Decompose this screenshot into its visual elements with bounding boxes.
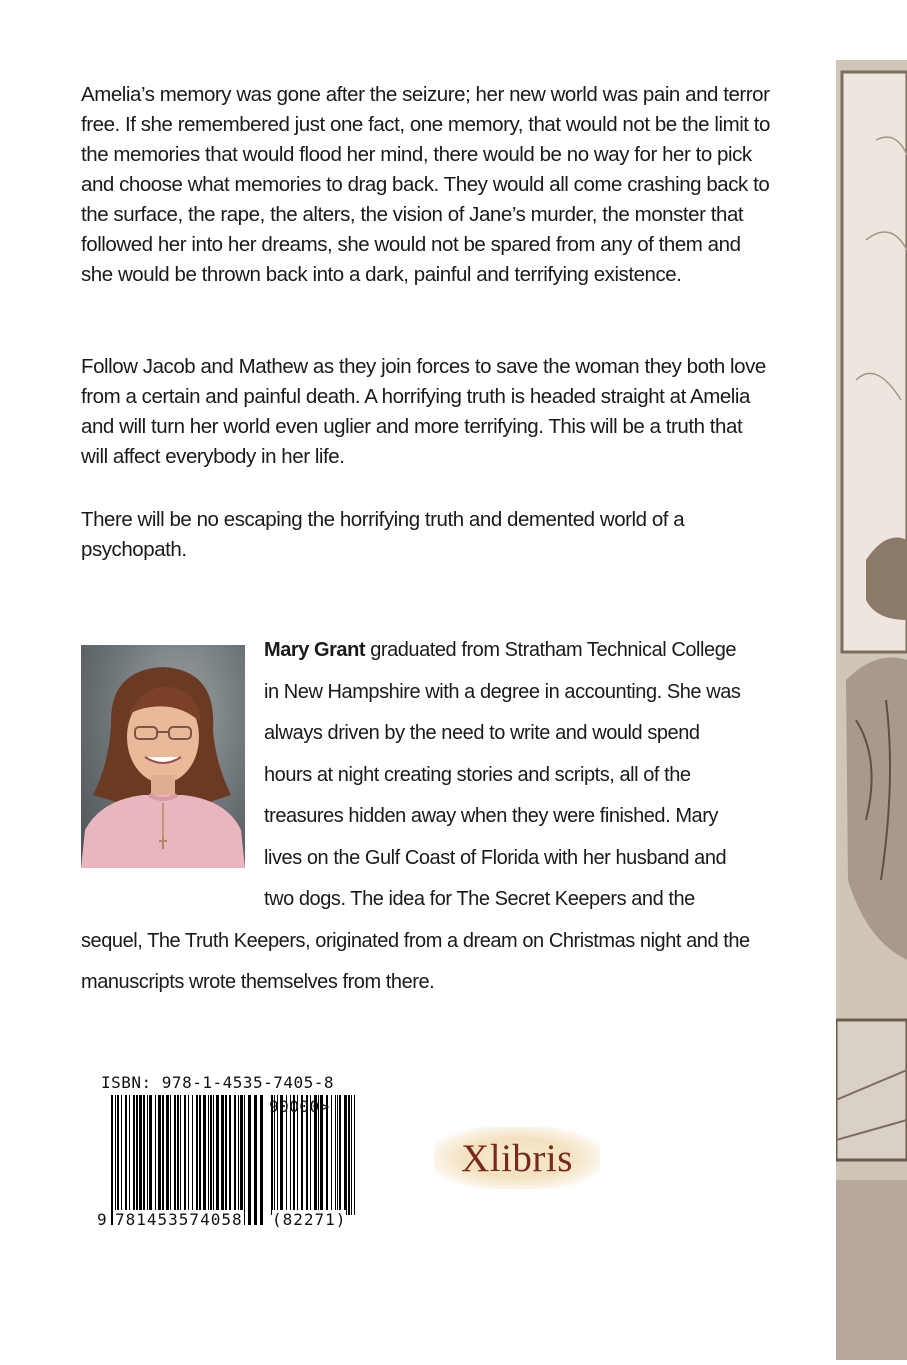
blurb-paragraph-3: There will be no escaping the horrifying truth and demented world of a psychopath. xyxy=(81,508,685,561)
barcode-bar xyxy=(162,1095,164,1225)
blurb-paragraph-1: Amelia’s memory was gone after the seizure; her new world was pain and terror free. If she remembered just one fact, one memory, that would not be the limit to the memories that would flood her mind, there would be no way for her to pick and choose what memories to drag back. They would all come crashing back to the surface, the rape, the alters, the vision of Jane’s murder, the monster that followed her into her dreams, she would not be spared from any of them and she would be thrown back into a dark, painful and terrifying existence. xyxy=(81,83,770,286)
barcode-bar xyxy=(133,1095,135,1225)
isbn-label: ISBN: 978-1-4535-7405-8 xyxy=(101,1073,335,1092)
barcode-addon-bar xyxy=(335,1095,336,1215)
publisher-logo xyxy=(434,1127,600,1189)
barcode-bar xyxy=(234,1095,236,1225)
barcode-bar xyxy=(213,1095,214,1225)
front-cover-art-edge xyxy=(836,60,907,1360)
barcode-bar xyxy=(225,1095,227,1225)
author-bio-text: graduated from Stratham Technical College in New Hampshire with a degree in accounting. She was always driven by the need to write and would spend hours at night creating stories and scripts, all of the treasures hidden away when they were finished. Mary lives on the Gulf Coast of Florida with her husband and two dogs. The idea for The Secret Keepers and the sequel, The Truth Keepers, originated from a dream on Christmas night and the manuscripts wrote themselves from there. xyxy=(81,639,750,993)
barcode-bar xyxy=(111,1095,113,1225)
barcode-bar xyxy=(210,1095,212,1225)
barcode-bar xyxy=(149,1095,152,1225)
barcode-bar xyxy=(143,1095,145,1225)
barcode-bar xyxy=(248,1095,251,1225)
barcode-bar xyxy=(240,1095,243,1225)
barcode-bar xyxy=(184,1095,186,1225)
barcode-bar xyxy=(125,1095,127,1225)
barcode-bar xyxy=(158,1095,161,1225)
barcode-bar xyxy=(136,1095,138,1225)
barcode-addon-bar xyxy=(348,1095,350,1215)
barcode-bar xyxy=(192,1095,193,1225)
barcode-addon-bar xyxy=(339,1095,341,1215)
barcode-bar xyxy=(121,1095,122,1225)
barcode-bar xyxy=(180,1095,181,1225)
barcode-addon-price: 90000> xyxy=(269,1097,330,1116)
barcode-bar xyxy=(129,1095,130,1225)
barcode-bar xyxy=(155,1095,156,1225)
barcode-addon-digits: (82271) xyxy=(272,1210,347,1229)
barcode-bar xyxy=(229,1095,231,1225)
barcode-bar xyxy=(238,1095,239,1225)
barcode-bar xyxy=(117,1095,119,1225)
barcode-addon-bar xyxy=(354,1095,355,1215)
barcode-first-digit: 9 xyxy=(97,1210,108,1229)
barcode-bar xyxy=(115,1095,116,1225)
barcode-bar xyxy=(221,1095,224,1225)
barcode-bar xyxy=(244,1095,245,1225)
barcode-addon-bar xyxy=(344,1095,347,1215)
barcode-bar xyxy=(196,1095,198,1225)
publisher-logo-text: Xlibris xyxy=(461,1136,573,1180)
barcode-bar xyxy=(177,1095,179,1225)
sketch-art-icon xyxy=(836,60,907,1360)
barcode-bar xyxy=(188,1095,189,1225)
barcode-bar xyxy=(216,1095,219,1225)
barcode-bar xyxy=(254,1095,257,1225)
barcode-bar xyxy=(147,1095,148,1225)
barcode-bar xyxy=(139,1095,142,1225)
barcode-bar xyxy=(199,1095,201,1225)
author-name: Mary Grant xyxy=(264,639,366,661)
barcode-bar xyxy=(203,1095,206,1225)
barcode-addon-bar xyxy=(337,1095,338,1215)
barcode-bar xyxy=(174,1095,176,1225)
barcode-bar xyxy=(208,1095,209,1225)
barcode-addon-bar xyxy=(351,1095,352,1215)
barcode-bar xyxy=(170,1095,171,1225)
barcode-addon-bar xyxy=(331,1095,332,1215)
barcode-bar xyxy=(166,1095,169,1225)
barcode-main-digits: 781453574058 xyxy=(115,1210,243,1229)
barcode-bar xyxy=(260,1095,263,1225)
blurb-paragraph-2: Follow Jacob and Mathew as they join forces to save the woman they both love from a certain and painful death. A horrifying truth is headed straight at Amelia and will turn her world even uglier and more terrifying. This will be a truth that will affect everybody in her life. xyxy=(81,355,766,468)
author-bio xyxy=(81,630,751,1004)
